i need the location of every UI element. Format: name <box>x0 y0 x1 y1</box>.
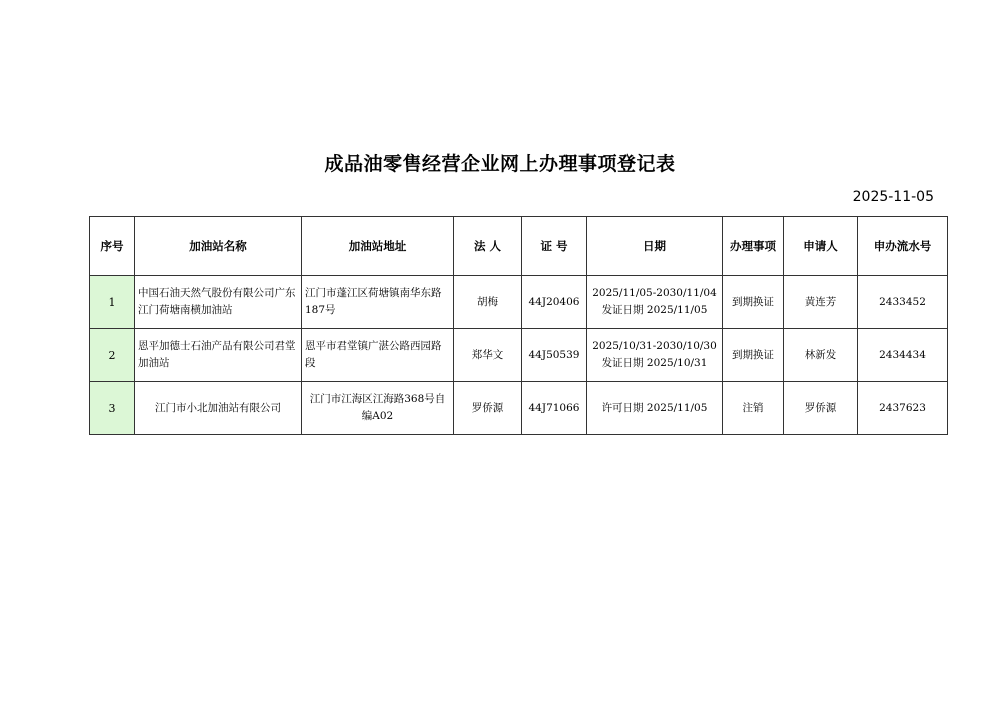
cell-license-no: 44J71066 <box>522 382 587 435</box>
cell-serial: 2433452 <box>858 276 948 329</box>
cell-matter: 注销 <box>723 382 784 435</box>
cell-station-name: 中国石油天然气股份有限公司广东江门荷塘南横加油站 <box>135 276 302 329</box>
cell-seq: 1 <box>90 276 135 329</box>
cell-applicant: 黄连芳 <box>784 276 858 329</box>
table-header-row <box>90 217 948 276</box>
cell-seq: 3 <box>90 382 135 435</box>
cell-station-address: 恩平市君堂镇广湛公路西园路段 <box>302 329 454 382</box>
table-row <box>90 276 948 329</box>
header-applicant: 申请人 <box>784 217 858 276</box>
cell-license-no: 44J50539 <box>522 329 587 382</box>
cell-station-address: 江门市江海区江海路368号自编A02 <box>302 382 454 435</box>
cell-applicant: 林新发 <box>784 329 858 382</box>
cell-date: 2025/10/31-2030/10/30 发证日期 2025/10/31 <box>587 329 723 382</box>
table-row <box>90 329 948 382</box>
header-date: 日期 <box>587 217 723 276</box>
header-station-address: 加油站地址 <box>302 217 454 276</box>
cell-matter: 到期换证 <box>723 329 784 382</box>
document-date: 2025-11-05 <box>852 189 934 205</box>
cell-serial: 2437623 <box>858 382 948 435</box>
header-seq: 序号 <box>90 217 135 276</box>
header-serial: 申办流水号 <box>858 217 948 276</box>
cell-legal-person: 罗侨源 <box>454 382 522 435</box>
cell-date: 2025/11/05-2030/11/04 发证日期 2025/11/05 <box>587 276 723 329</box>
cell-legal-person: 郑华文 <box>454 329 522 382</box>
cell-applicant: 罗侨源 <box>784 382 858 435</box>
cell-license-no: 44J20406 <box>522 276 587 329</box>
cell-seq: 2 <box>90 329 135 382</box>
header-legal-person: 法 人 <box>454 217 522 276</box>
cell-station-name: 江门市小北加油站有限公司 <box>135 382 302 435</box>
cell-date: 许可日期 2025/11/05 <box>587 382 723 435</box>
cell-serial: 2434434 <box>858 329 948 382</box>
cell-station-address: 江门市蓬江区荷塘镇南华东路187号 <box>302 276 454 329</box>
cell-station-name: 恩平加德士石油产品有限公司君堂加油站 <box>135 329 302 382</box>
page-title: 成品油零售经营企业网上办理事项登记表 <box>324 153 676 175</box>
table-row <box>90 382 948 435</box>
registration-table <box>89 216 948 435</box>
header-license-no: 证 号 <box>522 217 587 276</box>
header-station-name: 加油站名称 <box>135 217 302 276</box>
header-matter: 办理事项 <box>723 217 784 276</box>
cell-legal-person: 胡梅 <box>454 276 522 329</box>
cell-matter: 到期换证 <box>723 276 784 329</box>
